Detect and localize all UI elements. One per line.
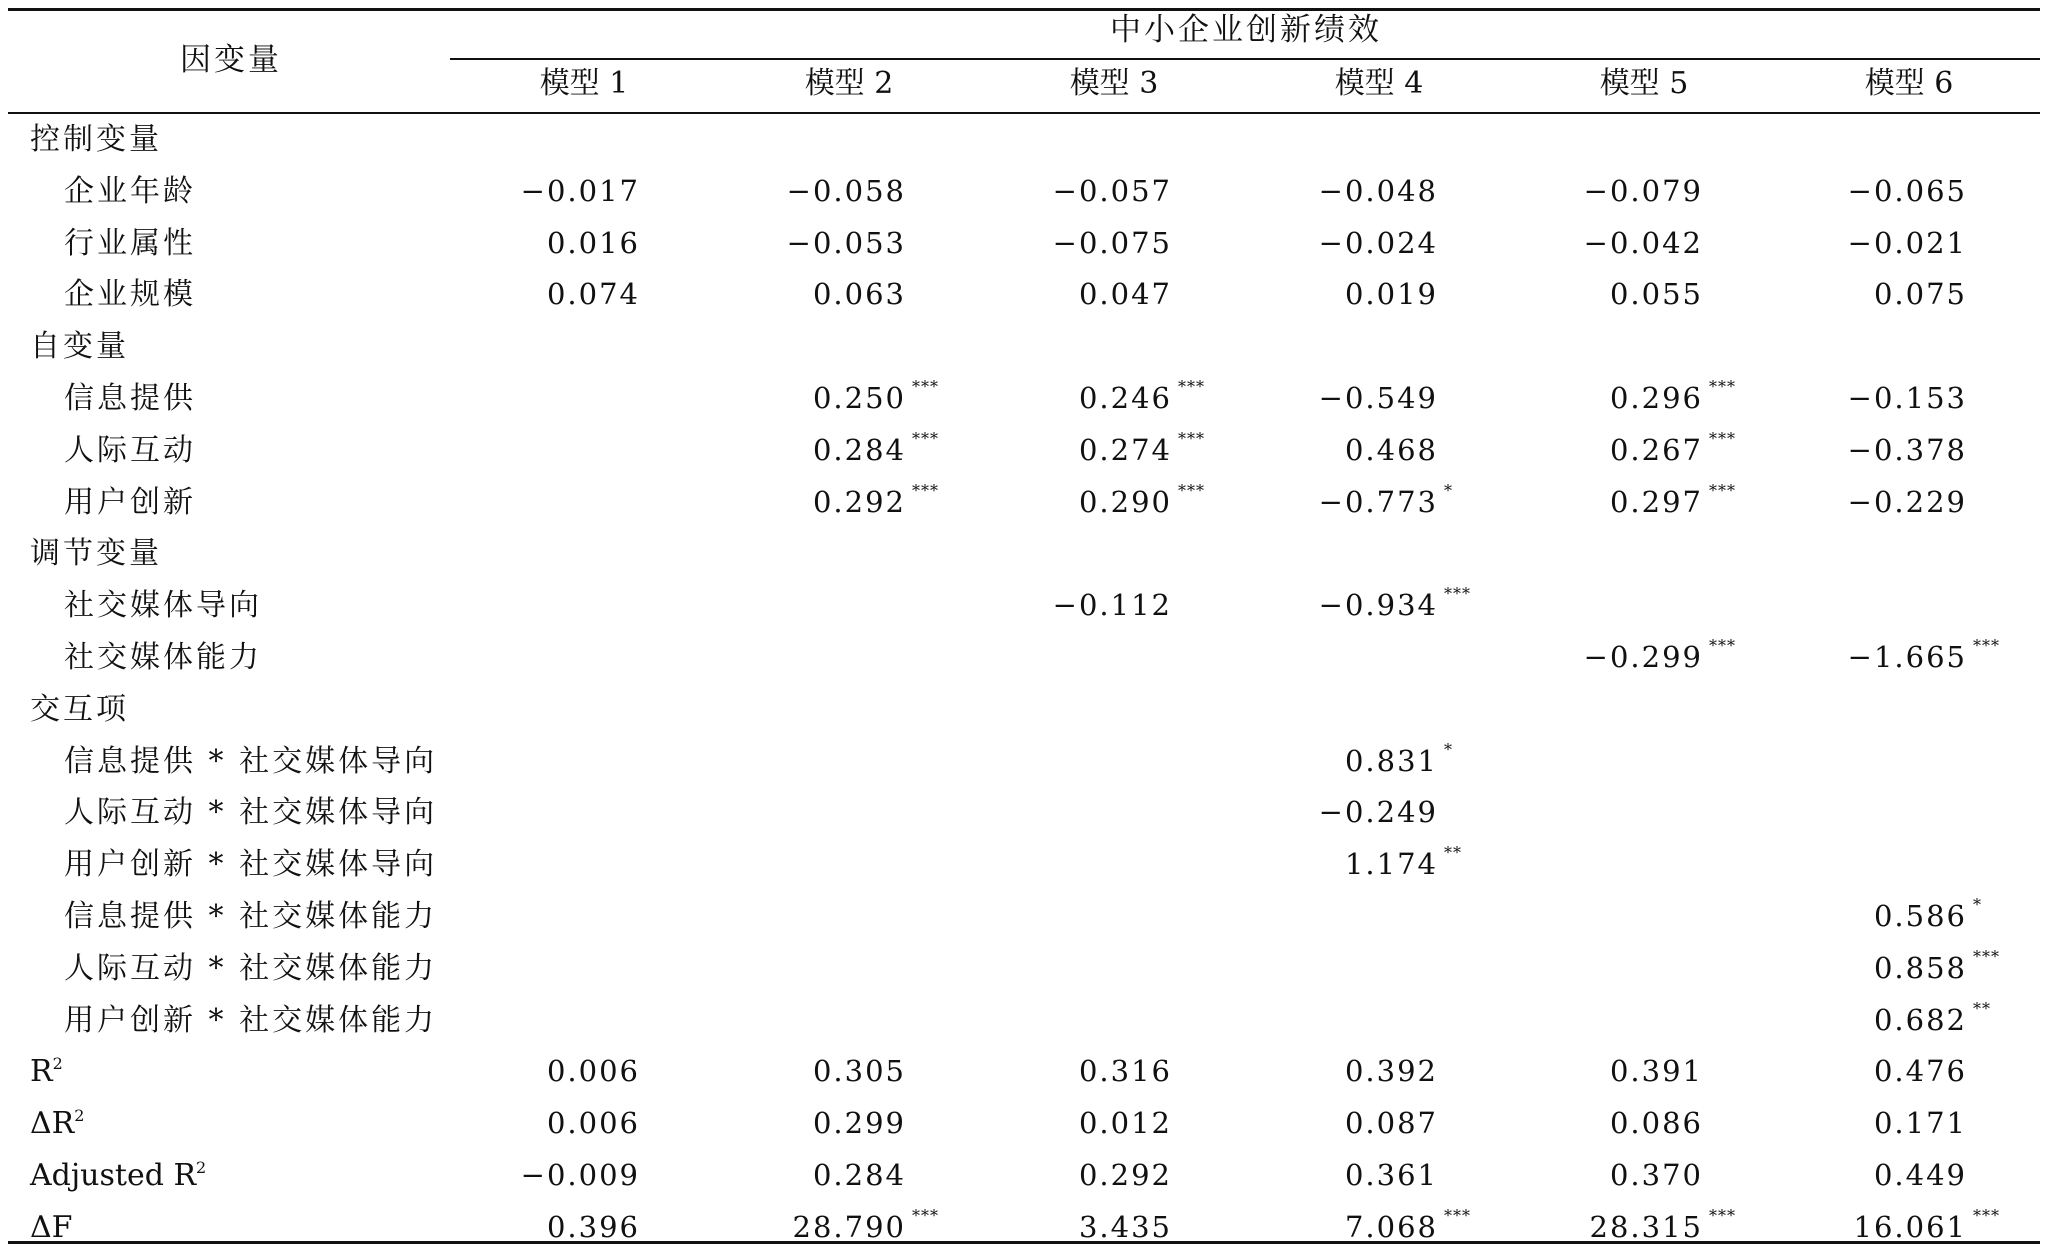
table-row: [0, 580, 2048, 632]
table-row: [0, 684, 2048, 736]
coefficient-value: 0.682: [1873, 1002, 1967, 1037]
coefficient-value: −0.057: [1052, 173, 1172, 208]
coefficient-cell: [340, 1046, 640, 1098]
coefficient-cell: [606, 269, 906, 321]
coefficient-value: −0.112: [1052, 588, 1172, 623]
coefficient-value: 0.267: [1609, 432, 1703, 467]
significance-stars: ***: [1973, 946, 2000, 966]
row-label: [64, 218, 196, 270]
coefficient-cell: [1403, 1046, 1703, 1098]
coefficient-cell: [1138, 1202, 1471, 1254]
row-label-text: 用户创新: [64, 484, 196, 520]
significance-stars: ***: [1973, 635, 2000, 655]
significance-stars: ***: [912, 376, 939, 396]
coefficient-value: 0.297: [1609, 484, 1703, 519]
coefficient-value: −0.017: [520, 173, 640, 208]
coefficient-value: 3.435: [1078, 1209, 1172, 1244]
coefficient-cell: [606, 218, 906, 270]
coefficient-value: 0.292: [1078, 1157, 1172, 1192]
row-label: [64, 477, 196, 529]
model-header-4: 模型 4: [1334, 66, 1424, 101]
row-label: [64, 632, 262, 684]
row-label-text: 控制变量: [30, 122, 162, 157]
row-label-text: 自变量: [30, 329, 129, 365]
coefficient-cell: [872, 580, 1172, 632]
coefficient-cell: [1403, 166, 1703, 218]
significance-stars: ***: [1178, 428, 1205, 448]
coefficient-cell: [1667, 632, 2000, 684]
table-row: [0, 269, 2048, 321]
coefficient-value: −0.042: [1583, 225, 1703, 260]
coefficient-cell: [1138, 477, 1453, 529]
coefficient-cell: [872, 269, 1172, 321]
coefficient-value: −0.021: [1847, 225, 1967, 260]
coefficient-value: −0.075: [1052, 225, 1172, 260]
significance-stars: ***: [1709, 1205, 1736, 1225]
table-row: [0, 321, 2048, 373]
coefficient-cell: [1138, 839, 1462, 891]
model-header-3: 模型 3: [1069, 66, 1159, 101]
row-label-text: 用户创新 * 社交媒体导向: [64, 847, 438, 883]
coefficient-value: −0.229: [1847, 484, 1967, 519]
coefficient-value: −0.009: [520, 1157, 640, 1192]
row-label-text: 交互项: [30, 691, 129, 727]
coefficient-value: 0.075: [1873, 277, 1967, 312]
table-row: [0, 425, 2048, 477]
coefficient-cell: [1403, 632, 1736, 684]
coefficient-value: 0.171: [1873, 1106, 1967, 1141]
coefficient-cell: [606, 1150, 906, 1202]
row-label: [64, 787, 437, 839]
coefficient-cell: [872, 477, 1205, 529]
table-row: [0, 1202, 2048, 1254]
coefficient-value: 0.006: [546, 1106, 640, 1141]
coefficient-cell: [606, 1046, 906, 1098]
row-section-label: [30, 1098, 84, 1150]
row-label-text: Adjusted R: [30, 1157, 197, 1193]
coefficient-value: 0.831: [1344, 743, 1438, 778]
significance-stars: *: [1444, 739, 1453, 759]
significance-stars: ***: [1709, 480, 1736, 500]
coefficient-value: −0.773: [1318, 484, 1438, 519]
coefficient-value: 0.012: [1078, 1106, 1172, 1141]
row-label: [64, 839, 437, 891]
coefficient-value: −0.065: [1847, 173, 1967, 208]
table-row: [0, 1098, 2048, 1150]
coefficient-cell: [606, 477, 939, 529]
significance-stars: ***: [1709, 376, 1736, 396]
coefficient-value: 28.315: [1589, 1209, 1703, 1244]
row-label: [64, 269, 196, 321]
coefficient-value: 0.468: [1344, 432, 1438, 467]
coefficient-value: 0.586: [1873, 898, 1967, 933]
coefficient-cell: [1138, 218, 1438, 270]
coefficient-value: 0.361: [1344, 1157, 1438, 1192]
coefficient-value: 0.284: [812, 1157, 906, 1192]
significance-stars: **: [1973, 998, 1991, 1018]
table-row: [0, 943, 2048, 995]
table-row: [0, 1046, 2048, 1098]
coefficient-value: 0.074: [546, 277, 640, 312]
coefficient-cell: [606, 1098, 906, 1150]
table-row: [0, 114, 2048, 166]
row-label: [64, 166, 196, 218]
row-section-label: [30, 321, 129, 373]
row-section-label: [30, 1202, 72, 1254]
coefficient-value: 0.019: [1344, 277, 1438, 312]
coefficient-value: 7.068: [1344, 1209, 1438, 1244]
row-label-text: 企业年龄: [64, 173, 196, 209]
table-body: [0, 114, 2048, 1254]
significance-stars: **: [1444, 843, 1462, 863]
table-row: [0, 839, 2048, 891]
coefficient-cell: [1667, 1202, 2000, 1254]
table-row: [0, 528, 2048, 580]
coefficient-cell: [1403, 269, 1703, 321]
significance-stars: ***: [1709, 635, 1736, 655]
coefficient-cell: [872, 218, 1172, 270]
significance-stars: *: [1444, 480, 1453, 500]
coefficient-cell: [1667, 218, 1967, 270]
coefficient-cell: [1138, 1150, 1438, 1202]
coefficient-value: −1.665: [1847, 639, 1967, 674]
row-section-label: [30, 1046, 63, 1098]
significance-stars: ***: [1973, 1205, 2000, 1225]
coefficient-cell: [606, 1202, 939, 1254]
coefficient-cell: [340, 166, 640, 218]
coefficient-cell: [340, 1098, 640, 1150]
coefficient-value: 0.087: [1344, 1106, 1438, 1141]
row-section-label: [30, 114, 162, 166]
coefficient-cell: [1403, 1098, 1703, 1150]
coefficient-cell: [1403, 1202, 1736, 1254]
coefficient-value: 16.061: [1853, 1209, 1967, 1244]
table-row: [0, 218, 2048, 270]
row-section-label: [30, 684, 129, 736]
superscript: 2: [52, 1054, 63, 1074]
table-row: [0, 736, 2048, 788]
coefficient-cell: [1667, 166, 1967, 218]
row-label: [64, 943, 437, 995]
dependent-variable-header: 因变量: [180, 42, 282, 78]
table-row: [0, 373, 2048, 425]
coefficient-value: 0.274: [1078, 432, 1172, 467]
row-label: [64, 995, 437, 1047]
row-label-text: 调节变量: [30, 536, 162, 572]
coefficient-value: −0.079: [1583, 173, 1703, 208]
coefficient-cell: [1403, 218, 1703, 270]
row-label-text: 信息提供 * 社交媒体能力: [64, 898, 438, 934]
coefficient-value: −0.053: [786, 225, 906, 260]
significance-stars: ***: [1444, 1205, 1471, 1225]
row-label: [64, 891, 437, 943]
significance-stars: ***: [1178, 376, 1205, 396]
coefficient-cell: [1138, 580, 1471, 632]
model-header-6: 模型 6: [1864, 66, 1954, 101]
model-header-1: 模型 1: [539, 66, 629, 101]
row-label-text: 社交媒体导向: [64, 588, 262, 624]
coefficient-value: −0.934: [1318, 588, 1438, 623]
coefficient-cell: [1667, 995, 1991, 1047]
coefficient-value: 0.284: [812, 432, 906, 467]
coefficient-value: 0.392: [1344, 1054, 1438, 1089]
row-label: [64, 373, 196, 425]
coefficient-cell: [872, 1046, 1172, 1098]
significance-stars: ***: [912, 480, 939, 500]
row-label-text: 信息提供 * 社交媒体导向: [64, 743, 438, 779]
coefficient-value: 28.790: [792, 1209, 906, 1244]
model-header-5: 模型 5: [1599, 66, 1689, 101]
significance-stars: *: [1973, 894, 1982, 914]
significance-stars: ***: [912, 1205, 939, 1225]
row-label-text: 社交媒体能力: [64, 639, 262, 675]
significance-stars: ***: [1444, 584, 1471, 604]
coefficient-value: −0.048: [1318, 173, 1438, 208]
coefficient-value: 0.391: [1609, 1054, 1703, 1089]
coefficient-value: 0.292: [812, 484, 906, 519]
row-label-text: 信息提供: [64, 380, 196, 416]
coefficient-cell: [606, 166, 906, 218]
coefficient-value: −0.058: [786, 173, 906, 208]
table-row: [0, 995, 2048, 1047]
coefficient-cell: [1667, 1046, 1967, 1098]
row-label-text: ΔF: [30, 1209, 73, 1245]
coefficient-cell: [1138, 736, 1453, 788]
table-row: [0, 477, 2048, 529]
coefficient-cell: [606, 425, 939, 477]
row-label: [64, 580, 262, 632]
row-label-text: R: [30, 1054, 53, 1090]
table-row: [0, 787, 2048, 839]
group-header-rule: [450, 58, 2040, 60]
coefficient-cell: [1403, 373, 1736, 425]
row-label-text: 人际互动: [64, 432, 196, 468]
row-label-text: 企业规模: [64, 277, 196, 313]
table-row: [0, 1150, 2048, 1202]
coefficient-value: 0.055: [1609, 277, 1703, 312]
row-label-text: 人际互动 * 社交媒体导向: [64, 795, 438, 831]
coefficient-value: 0.476: [1873, 1054, 1967, 1089]
significance-stars: ***: [1178, 480, 1205, 500]
coefficient-value: 0.449: [1873, 1157, 1967, 1192]
row-label: [64, 736, 437, 788]
coefficient-value: −0.299: [1583, 639, 1703, 674]
coefficient-value: 0.246: [1078, 380, 1172, 415]
coefficient-cell: [1667, 269, 1967, 321]
row-label-text: ΔR: [30, 1106, 75, 1142]
coefficient-cell: [1667, 891, 1982, 943]
coefficient-cell: [340, 1202, 640, 1254]
row-label-text: 行业属性: [64, 225, 196, 261]
coefficient-value: 0.305: [812, 1054, 906, 1089]
coefficient-value: 0.063: [812, 277, 906, 312]
coefficient-cell: [1138, 269, 1438, 321]
coefficient-cell: [340, 1150, 640, 1202]
significance-stars: ***: [912, 428, 939, 448]
coefficient-cell: [1138, 166, 1438, 218]
row-label-text: 人际互动 * 社交媒体能力: [64, 950, 438, 986]
coefficient-value: 0.086: [1609, 1106, 1703, 1141]
coefficient-value: 0.296: [1609, 380, 1703, 415]
coefficient-cell: [1667, 477, 1967, 529]
coefficient-cell: [872, 1098, 1172, 1150]
coefficient-value: 0.250: [812, 380, 906, 415]
row-label: [64, 425, 196, 477]
outcome-group-header: 中小企业创新绩效: [1110, 12, 1382, 48]
coefficient-value: 0.316: [1078, 1054, 1172, 1089]
coefficient-value: 0.006: [546, 1054, 640, 1089]
coefficient-value: 0.047: [1078, 277, 1172, 312]
coefficient-value: 1.174: [1344, 847, 1438, 882]
coefficient-cell: [872, 1202, 1172, 1254]
coefficient-value: −0.024: [1318, 225, 1438, 260]
coefficient-value: −0.549: [1318, 380, 1438, 415]
superscript: 2: [74, 1106, 85, 1126]
table-row: [0, 891, 2048, 943]
row-section-label: [30, 1150, 206, 1202]
row-label-text: 用户创新 * 社交媒体能力: [64, 1002, 438, 1038]
coefficient-cell: [1403, 477, 1736, 529]
table-row: [0, 632, 2048, 684]
table-row: [0, 166, 2048, 218]
coefficient-cell: [1667, 1098, 1967, 1150]
coefficient-value: 0.370: [1609, 1157, 1703, 1192]
coefficient-cell: [1138, 787, 1438, 839]
coefficient-cell: [340, 218, 640, 270]
coefficient-value: −0.249: [1318, 795, 1438, 830]
coefficient-cell: [872, 166, 1172, 218]
coefficient-value: 0.290: [1078, 484, 1172, 519]
top-rule: [8, 8, 2040, 11]
coefficient-cell: [340, 269, 640, 321]
coefficient-value: 0.299: [812, 1106, 906, 1141]
coefficient-cell: [1138, 1098, 1438, 1150]
coefficient-value: −0.153: [1847, 380, 1967, 415]
row-section-label: [30, 528, 162, 580]
superscript: 2: [196, 1157, 207, 1177]
coefficient-cell: [606, 373, 939, 425]
coefficient-value: 0.016: [546, 225, 640, 260]
coefficient-cell: [1667, 943, 2000, 995]
coefficient-cell: [1138, 1046, 1438, 1098]
significance-stars: ***: [1709, 428, 1736, 448]
coefficient-value: −0.378: [1847, 432, 1967, 467]
model-header-2: 模型 2: [804, 66, 894, 101]
coefficient-value: 0.396: [546, 1209, 640, 1244]
coefficient-value: 0.858: [1873, 950, 1967, 985]
